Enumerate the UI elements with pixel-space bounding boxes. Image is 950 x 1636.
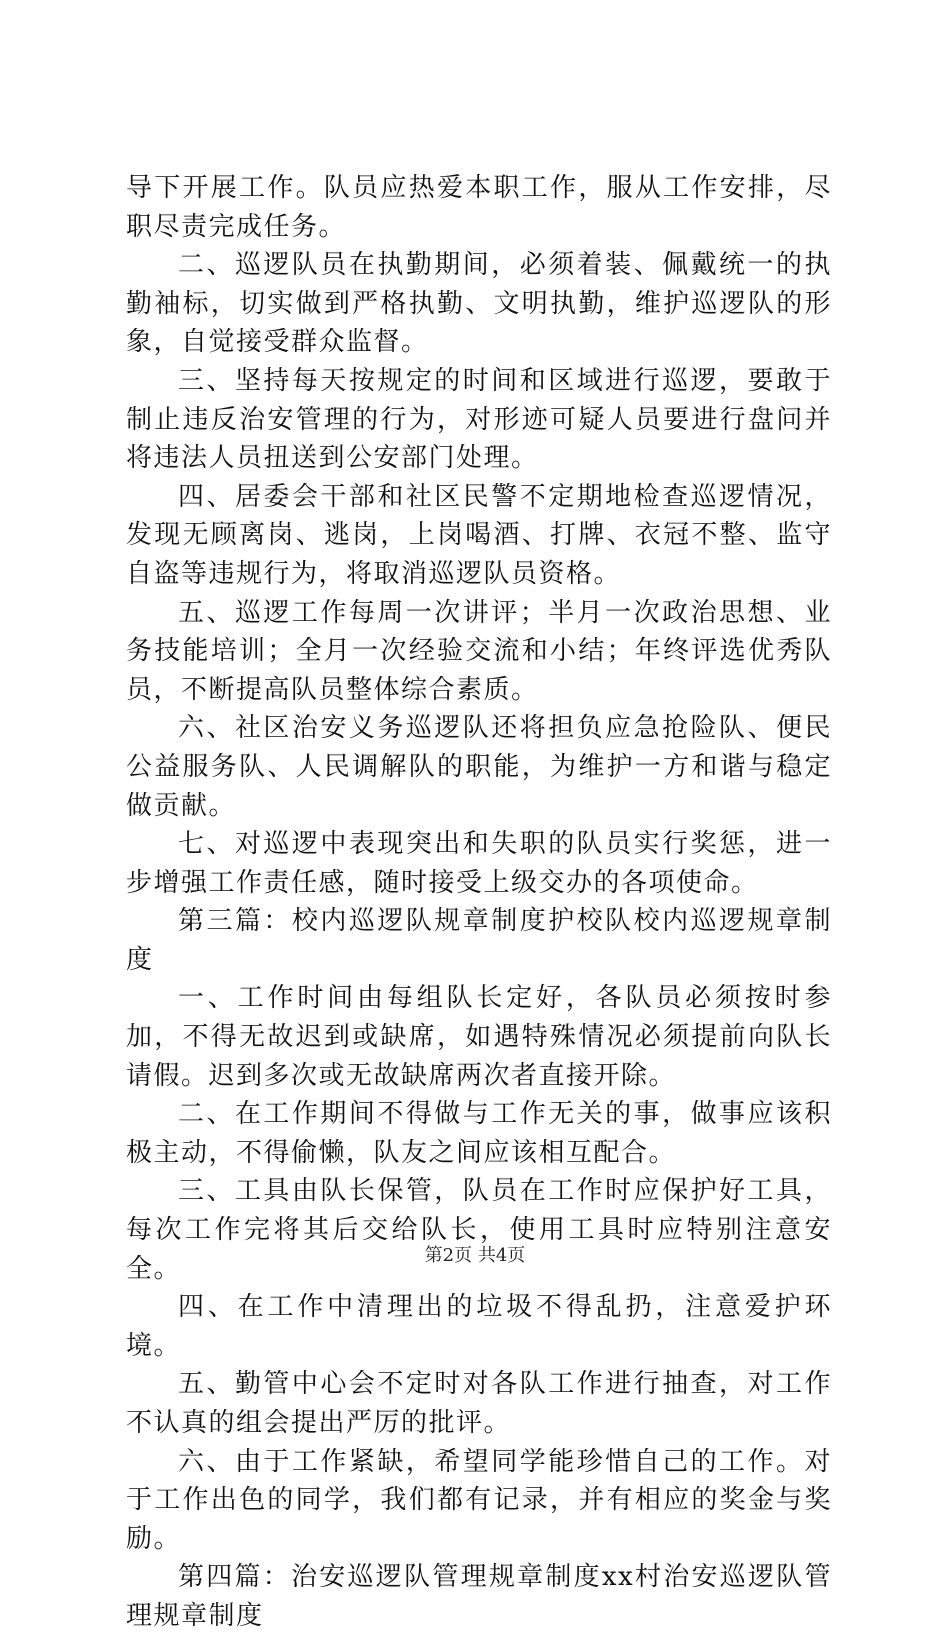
document-body [126, 169, 832, 1636]
paragraph-4: 五、巡逻工作每周一次讲评；半月一次政治思想、业务技能培训；全月一次经验交流和小结；年终评选优秀队员，不断提高队员整体综合素质。 [126, 597, 832, 705]
paragraph-6: 七、对巡逻中表现突出和失职的队员实行奖惩，进一步增强工作责任感，随时接受上级交办的各项使命。 [126, 829, 832, 898]
section-heading-4: 第四篇：治安巡逻队管理规章制度xx村治安巡逻队管理规章制度 [126, 1562, 832, 1631]
paragraph-3: 四、居委会干部和社区民警不定期地检查巡逻情况，发现无顾离岗、逃岗，上岗喝酒、打牌、衣冠不整、监守自盗等违规行为，将取消巡逻队员资格。 [126, 481, 832, 589]
paragraph-5: 六、社区治安义务巡逻队还将担负应急抢险队、便民公益服务队、人民调解队的职能，为维护一方和谐与稳定做贡献。 [126, 713, 832, 821]
paragraph-12: 五、勤管中心会不定时对各队工作进行抽查，对工作不认真的组会提出严厉的批评。 [126, 1369, 832, 1438]
paragraph-11: 四、在工作中清理出的垃圾不得乱扔，注意爱护环境。 [126, 1292, 832, 1361]
paragraph-1: 二、巡逻队员在执勤期间，必须着装、佩戴统一的执勤袖标，切实做到严格执勤、文明执勤，维护巡逻队的形象，自觉接受群众监督。 [126, 250, 832, 358]
paragraph-2: 三、坚持每天按规定的时间和区域进行巡逻，要敢于制止违反治安管理的行为，对形迹可疑人员要进行盘问并将违法人员扭送到公安部门处理。 [126, 365, 832, 474]
paragraph-9: 二、在工作期间不得做与工作无关的事，做事应该积极主动，不得偷懒，队友之间应该相互配合。 [126, 1099, 832, 1168]
paragraph-13: 六、由于工作紧缺，希望同学能珍惜自己的工作。对于工作出色的同学，我们都有记录，并有相应的奖金与奖励。 [126, 1446, 832, 1554]
section-heading-3: 第三篇：校内巡逻队规章制度护校队校内巡逻规章制度 [126, 906, 832, 975]
page-footer: 第2页 共4页 [424, 1245, 526, 1266]
paragraph-8: 一、工作时间由每组队长定好，各队员必须按时参加，不得无故迟到或缺席，如遇特殊情况必须提前向队长请假。迟到多次或无故缺席两次者直接开除。 [126, 983, 832, 1091]
paragraph-10: 三、工具由队长保管，队员在工作时应保护好工具，每次工作完将其后交给队长，使用工具时应特别注意安全。 [126, 1176, 832, 1284]
paragraph-0: 导下开展工作。队员应热爱本职工作，服从工作安排，尽职尽责完成任务。 [126, 173, 832, 242]
